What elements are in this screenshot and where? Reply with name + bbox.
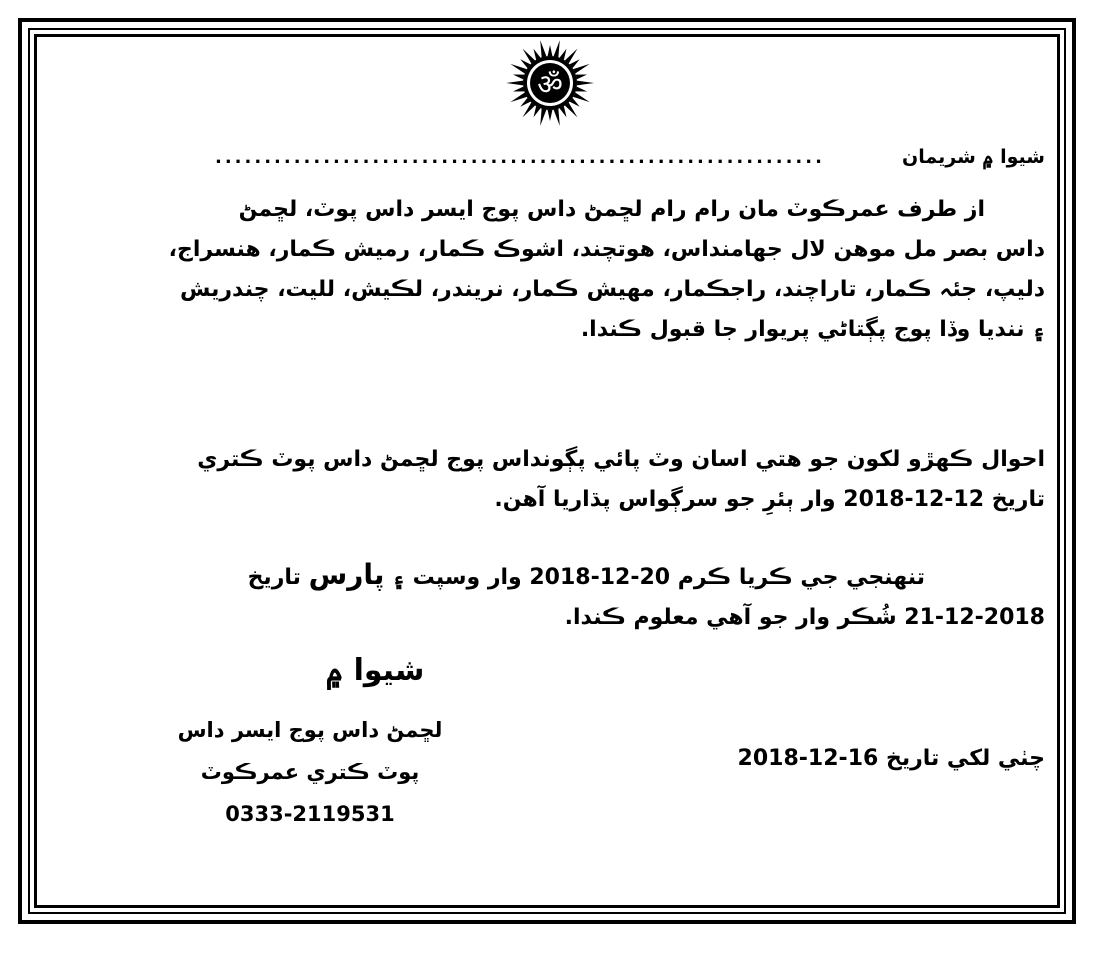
parse-word: پارس xyxy=(308,558,385,591)
sun-ray xyxy=(573,64,589,74)
svg-text:ॐ: ॐ xyxy=(537,68,563,101)
paragraph-line xyxy=(248,555,925,598)
sun-ray xyxy=(540,40,546,57)
sun-ray xyxy=(554,40,560,57)
sun-ray xyxy=(577,81,594,86)
sun-ray xyxy=(523,49,536,64)
salutation-dots: .............................................................. xyxy=(215,147,825,168)
paragraph-line: ۽ ننديا وڏا پوج پڳتاڻي پريوار جا قبول ڪندا. xyxy=(580,317,1045,342)
signature-phone: 0333-2119531 xyxy=(225,802,395,826)
sun-ray xyxy=(513,75,524,80)
signature-shivam: شيوا ۾ xyxy=(325,653,425,688)
signature-place: پوٽ ڪتري عمرڪوٽ xyxy=(200,760,420,784)
sun-ray xyxy=(540,109,546,126)
letter-content xyxy=(30,30,1055,910)
sun-ray xyxy=(554,109,560,126)
paragraph-line: تاريخ 12-12-2018 وار ٻئرِ جو سرڳواس پڌاريا آهن. xyxy=(494,487,1045,512)
sun-ray xyxy=(576,75,587,80)
paragraph-line: 21-12-2018 شُڪر وار جو آهي معلوم ڪندا. xyxy=(564,605,1045,630)
date-label: تاريخ xyxy=(247,565,301,590)
sun-ray xyxy=(548,110,553,121)
sun-ray xyxy=(548,45,553,56)
om-symbol-icon xyxy=(505,38,595,128)
paragraph-line: از طرف عمرڪوٽ مان رام رام لڇمڻ داس پوج ايسر داس پوٽ، لڇمڻ xyxy=(238,197,985,222)
paragraph-ceremony xyxy=(248,555,1045,638)
sun-ray xyxy=(576,87,587,92)
sun-ray xyxy=(573,92,589,102)
paragraph-line: احوال ڪهڙو لکون جو هتي اسان وٽ پائي پڳونداس پوج لڇمڻ داس پوٽ ڪتري xyxy=(197,447,1045,472)
sun-ray xyxy=(506,81,523,86)
salutation: شيوا ۾ شريمان xyxy=(902,146,1045,168)
ceremony-text: تنهنجي جي ڪريا ڪرم 20-12-2018 وار وسپت ۽ xyxy=(392,565,925,590)
signature-name: لڇمڻ داس پوج ايسر داس xyxy=(177,718,443,742)
date-sent: چٺي لکي تاريخ 16-12-2018 xyxy=(737,746,1045,771)
sun-ray xyxy=(510,92,526,102)
paragraph-line: دليپ، جئہ ڪمار، تاراچند، راجڪمار، مهيش ڪمار، نريندر، لڪيش، لليت، چندريش xyxy=(179,277,1045,302)
paragraph-greeting xyxy=(169,190,1045,350)
sun-ray xyxy=(523,103,536,118)
sun-ray xyxy=(565,49,578,64)
sun-ray xyxy=(510,64,526,74)
sun-ray xyxy=(565,103,578,118)
paragraph-news xyxy=(197,440,1045,520)
sun-ray xyxy=(513,87,524,92)
paragraph-line: داس بصر مل موهن لال جهامنداس، هوتچند، اشوڪ ڪمار، رميش ڪمار، هنسراج، xyxy=(168,237,1045,262)
